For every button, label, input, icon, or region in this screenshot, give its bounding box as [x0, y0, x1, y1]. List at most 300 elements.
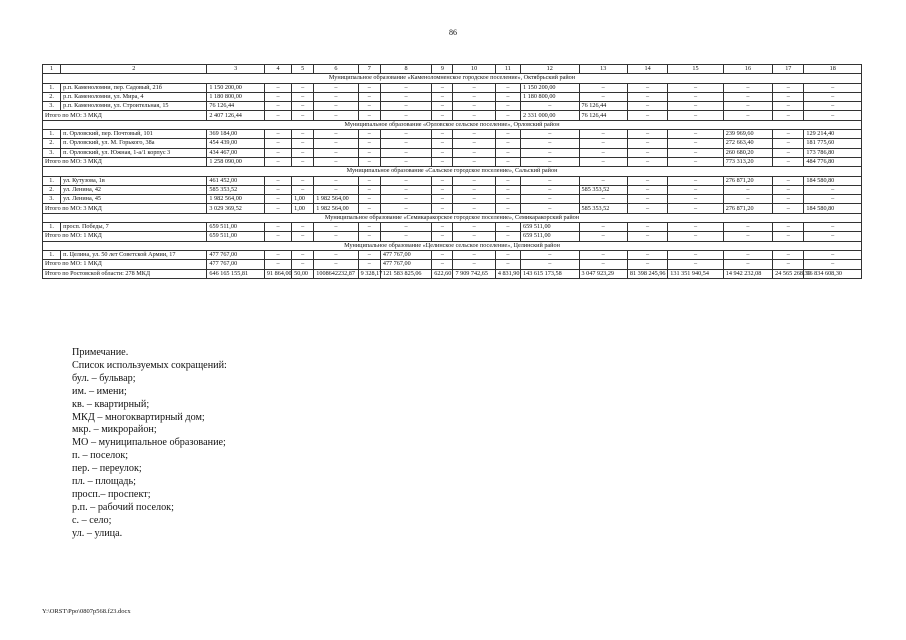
table-cell: – [453, 232, 495, 241]
table-cell: – [804, 260, 862, 269]
table-cell: – [495, 223, 520, 232]
table-cell: 646 165 155,81 [207, 269, 264, 278]
table-cell: Муниципальное образование «Семикаракорское городское поселение», Семикаракорский район [43, 213, 862, 222]
table-cell: – [668, 130, 723, 139]
note-line: р.п. – рабочий поселок; [72, 501, 174, 513]
table-cell: – [264, 102, 291, 111]
table-row [43, 139, 862, 148]
table-cell: п. Целина, ул. 50 лет Советской Армии, 17 [61, 250, 207, 259]
table-cell: 3 [207, 65, 264, 74]
note-line: мкр. – микрорайон; [72, 424, 157, 436]
table-cell: – [358, 83, 380, 92]
table-cell: – [668, 83, 723, 92]
table-cell: 8 [380, 65, 431, 74]
table-cell: 2. [43, 185, 61, 194]
table-cell: 659 511,00 [207, 232, 264, 241]
table-cell: – [668, 102, 723, 111]
note-line: пл. – площадь; [72, 476, 136, 488]
table-cell: – [579, 260, 627, 269]
table-cell: – [358, 102, 380, 111]
table-cell: – [495, 176, 520, 185]
table-cell: – [521, 130, 580, 139]
table-cell: – [264, 250, 291, 259]
table-cell: 7 [358, 65, 380, 74]
table-cell: 4 831,90 [495, 269, 520, 278]
table-cell: 76 126,44 [579, 102, 627, 111]
table-cell: – [358, 130, 380, 139]
table-cell: – [723, 185, 772, 194]
table-cell: – [773, 130, 804, 139]
table-cell: – [521, 157, 580, 166]
table-cell: – [773, 102, 804, 111]
table-cell: 18 [804, 65, 862, 74]
table-cell: – [264, 92, 291, 101]
table-cell: 2 [61, 65, 207, 74]
table-cell: – [453, 102, 495, 111]
table-cell: – [432, 204, 453, 213]
table-cell: 1 180 800,00 [207, 92, 264, 101]
table-cell: – [292, 130, 314, 139]
table-cell: – [804, 111, 862, 120]
table-cell: 12 [521, 65, 580, 74]
table-cell: – [773, 250, 804, 259]
table-cell: – [495, 250, 520, 259]
total-row [43, 260, 862, 269]
table-cell: – [314, 102, 358, 111]
table-cell: – [264, 83, 291, 92]
table-cell: п. Орловский, ул. М. Горького, 38а [61, 139, 207, 148]
table-cell: 5 [292, 65, 314, 74]
table-cell: 1 982 564,00 [207, 195, 264, 204]
table-cell: 239 969,60 [723, 130, 772, 139]
table-cell: – [380, 92, 431, 101]
table-cell: 16 834 608,30 [804, 269, 862, 278]
table-cell: 50,00 [292, 269, 314, 278]
table-cell: – [804, 83, 862, 92]
table-cell: – [579, 157, 627, 166]
note-line: с. – село; [72, 514, 112, 526]
table-cell: – [627, 223, 667, 232]
table-cell: – [314, 157, 358, 166]
table-cell: – [264, 195, 291, 204]
table-cell: – [668, 195, 723, 204]
table-cell: – [495, 232, 520, 241]
table-cell: – [292, 102, 314, 111]
table-cell: – [579, 223, 627, 232]
table-cell: – [668, 139, 723, 148]
table-cell: 4 [264, 65, 291, 74]
table-cell: – [627, 102, 667, 111]
table-cell: – [521, 204, 580, 213]
table-cell: Итого по МО: 1 МКД [43, 232, 207, 241]
table-cell: 260 680,20 [723, 148, 772, 157]
table-cell: – [668, 148, 723, 157]
table-cell: – [668, 157, 723, 166]
table-cell: – [521, 176, 580, 185]
table-cell: 477 767,00 [207, 260, 264, 269]
table-cell: – [773, 176, 804, 185]
table-cell: – [264, 130, 291, 139]
table-cell: 585 353,52 [579, 204, 627, 213]
table-cell: – [453, 148, 495, 157]
table-cell: – [380, 139, 431, 148]
table-cell: 129 214,40 [804, 130, 862, 139]
table-cell: Муниципальное образование «Орловское сельское поселение», Орловский район [43, 120, 862, 129]
table-row [43, 185, 862, 194]
table-row [43, 92, 862, 101]
table-cell: – [579, 92, 627, 101]
table-cell: – [668, 176, 723, 185]
table-cell: – [292, 92, 314, 101]
table-cell: – [432, 139, 453, 148]
table-cell: – [627, 148, 667, 157]
table-cell: 9 [432, 65, 453, 74]
table-cell: – [314, 130, 358, 139]
table-row [43, 102, 862, 111]
table-cell: – [314, 83, 358, 92]
table-cell: 16 [723, 65, 772, 74]
table-cell: – [579, 176, 627, 185]
table-cell: – [453, 130, 495, 139]
table-cell: 773 313,20 [723, 157, 772, 166]
table-cell: 76 126,44 [579, 111, 627, 120]
table-cell: – [773, 195, 804, 204]
table-cell: 276 871,20 [723, 176, 772, 185]
table-cell: 17 [773, 65, 804, 74]
table-header-row [43, 65, 862, 74]
table-cell: 1,00 [292, 204, 314, 213]
table-cell: – [358, 92, 380, 101]
table-cell: 81 398 245,96 [627, 269, 667, 278]
table-cell: 1,00 [292, 195, 314, 204]
table-cell: – [292, 157, 314, 166]
table-cell: – [495, 148, 520, 157]
table-cell: Итого по МО: 3 МКД [43, 111, 207, 120]
table-cell: 121 583 825,06 [380, 269, 431, 278]
note-line: п. – поселок; [72, 450, 129, 462]
table-cell: 184 580,80 [804, 176, 862, 185]
note-line: бул. – бульвар; [72, 372, 136, 384]
table-cell: – [668, 232, 723, 241]
table-cell: 14 942 232,08 [723, 269, 772, 278]
table-cell: – [380, 102, 431, 111]
table-cell: – [358, 148, 380, 157]
table-cell: – [627, 139, 667, 148]
table-cell: – [264, 185, 291, 194]
table-cell: 184 580,80 [804, 204, 862, 213]
table-cell: – [292, 250, 314, 259]
table-cell: – [627, 260, 667, 269]
table-cell: – [804, 92, 862, 101]
table-cell: – [453, 223, 495, 232]
section-header-row [43, 241, 862, 250]
table-cell: – [723, 223, 772, 232]
table-cell: – [358, 223, 380, 232]
table-cell: 1 180 800,00 [521, 92, 580, 101]
table-cell: 2. [43, 139, 61, 148]
table-cell: 1 982 564,00 [314, 204, 358, 213]
table-cell: – [627, 111, 667, 120]
table-cell: – [380, 130, 431, 139]
table-cell: – [627, 176, 667, 185]
table-cell: – [358, 176, 380, 185]
table-cell: – [579, 232, 627, 241]
table-cell: – [627, 92, 667, 101]
table-cell: – [723, 102, 772, 111]
total-row [43, 204, 862, 213]
table-cell: ул. Ленина, 42 [61, 185, 207, 194]
table-cell: – [432, 148, 453, 157]
table-cell: – [521, 250, 580, 259]
table-cell: – [773, 232, 804, 241]
table-cell: – [264, 260, 291, 269]
note-line: им. – имени; [72, 385, 127, 397]
table-cell: 1 258 090,00 [207, 157, 264, 166]
table-cell: – [723, 195, 772, 204]
table-cell: – [668, 92, 723, 101]
table-cell: – [495, 92, 520, 101]
table-cell: – [432, 176, 453, 185]
table-cell: 173 786,80 [804, 148, 862, 157]
table-cell: ул. Кутузова, 1в [61, 176, 207, 185]
table-cell: – [432, 102, 453, 111]
table-cell: – [627, 204, 667, 213]
table-cell: – [804, 102, 862, 111]
table-cell: – [264, 139, 291, 148]
table-cell: 6 [314, 65, 358, 74]
table-cell: – [292, 176, 314, 185]
table-cell: р.п. Каменоломни, пер. Садовый, 21б [61, 83, 207, 92]
note-line: просп.– проспект; [72, 488, 151, 500]
table-cell: – [627, 130, 667, 139]
table-cell: 585 353,52 [579, 185, 627, 194]
table-cell: – [495, 83, 520, 92]
table-cell: Итого по МО: 3 МКД [43, 204, 207, 213]
table-cell: – [314, 148, 358, 157]
table-cell: 1. [43, 250, 61, 259]
table-cell: – [579, 250, 627, 259]
table-cell: – [453, 111, 495, 120]
table-cell: 454 439,00 [207, 139, 264, 148]
table-cell: п. Орловский, ул. Южная, 1-а/1 корпус 3 [61, 148, 207, 157]
table-cell: 3. [43, 148, 61, 157]
table-cell: – [292, 232, 314, 241]
table-cell: – [380, 232, 431, 241]
table-cell: – [314, 223, 358, 232]
table-cell: – [314, 250, 358, 259]
table-cell: 1 150 200,00 [207, 83, 264, 92]
table-cell: – [773, 185, 804, 194]
table-cell: – [627, 83, 667, 92]
table-cell: 11 [495, 65, 520, 74]
table-cell: – [453, 204, 495, 213]
table-cell: п. Орловский, пер. Почтовый, 101 [61, 130, 207, 139]
table-cell: 585 353,52 [207, 185, 264, 194]
table-cell: Итого по Ростовской области: 278 МКД [43, 269, 207, 278]
table-cell: – [804, 250, 862, 259]
table-cell: – [264, 223, 291, 232]
table-cell: – [773, 83, 804, 92]
table-cell: – [314, 111, 358, 120]
table-cell: 2 331 000,00 [521, 111, 580, 120]
table-cell: 1. [43, 223, 61, 232]
note-line: МКД – многоквартирный дом; [72, 411, 205, 423]
table-cell: – [314, 260, 358, 269]
table-cell: 477 767,00 [207, 250, 264, 259]
table-cell: Итого по МО: 3 МКД [43, 157, 207, 166]
table-cell: 9 328,17 [358, 269, 380, 278]
page-number: 86 [449, 28, 457, 37]
table-cell: – [668, 223, 723, 232]
table-cell: – [579, 195, 627, 204]
table-row [43, 83, 862, 92]
table-cell: – [264, 148, 291, 157]
table-cell: – [264, 157, 291, 166]
table-cell: – [453, 83, 495, 92]
table-cell: – [432, 250, 453, 259]
table-cell: – [521, 260, 580, 269]
table-cell: – [804, 223, 862, 232]
table-cell: – [314, 185, 358, 194]
table-cell: – [495, 195, 520, 204]
table-cell: – [521, 139, 580, 148]
table-cell: – [432, 111, 453, 120]
table-cell: 1 982 564,00 [314, 195, 358, 204]
table-cell: – [773, 204, 804, 213]
table-cell: – [579, 83, 627, 92]
section-header-row [43, 213, 862, 222]
table-cell: – [453, 139, 495, 148]
table-cell: Муниципальное образование «Сальское городское поселение», Сальский район [43, 167, 862, 176]
table-cell: 1. [43, 176, 61, 185]
table-cell: – [380, 176, 431, 185]
table-cell: 1008642232,87 [314, 269, 358, 278]
table-cell: 76 126,44 [207, 102, 264, 111]
table-cell: 2. [43, 92, 61, 101]
file-path-footer: Y:\ORST\Ppo\0807p568.f23.docx [42, 608, 131, 615]
table-cell: Муниципальное образование «Каменоломненское городское поселение», Октябрьский район [43, 74, 862, 83]
table-cell: – [358, 204, 380, 213]
table-cell: 10 [453, 65, 495, 74]
table-cell: – [804, 232, 862, 241]
table-cell: р.п. Каменоломни, ул. Строительная, 15 [61, 102, 207, 111]
table-cell: – [453, 176, 495, 185]
table-cell: 14 [627, 65, 667, 74]
table-cell: – [723, 250, 772, 259]
table-cell: – [453, 157, 495, 166]
table-cell: – [314, 176, 358, 185]
table-cell: 434 467,00 [207, 148, 264, 157]
table-cell: – [723, 83, 772, 92]
table-cell: 7 909 742,65 [453, 269, 495, 278]
table-cell: 272 663,40 [723, 139, 772, 148]
total-row [43, 232, 862, 241]
table-cell: – [521, 185, 580, 194]
table-cell: – [668, 250, 723, 259]
table-cell: – [773, 139, 804, 148]
section-header-row [43, 167, 862, 176]
table-cell: – [773, 111, 804, 120]
table-cell: – [380, 157, 431, 166]
table-cell: – [380, 148, 431, 157]
table-cell: 1. [43, 130, 61, 139]
table-cell: – [358, 157, 380, 166]
table-cell: 461 452,00 [207, 176, 264, 185]
table-cell: – [292, 111, 314, 120]
table-cell: – [432, 232, 453, 241]
table-cell: – [521, 195, 580, 204]
table-cell: – [668, 185, 723, 194]
table-cell: 484 776,80 [804, 157, 862, 166]
table-cell: – [579, 130, 627, 139]
table-cell: – [432, 92, 453, 101]
table-cell: Итого по МО: 1 МКД [43, 260, 207, 269]
table-cell: – [773, 260, 804, 269]
table-cell: – [358, 260, 380, 269]
table-cell: 131 351 940,54 [668, 269, 723, 278]
table-cell: 1. [43, 83, 61, 92]
table-cell: – [314, 232, 358, 241]
table-cell: р.п. Каменоломни, ул. Мира, 4 [61, 92, 207, 101]
total-row [43, 269, 862, 278]
table-cell: – [432, 223, 453, 232]
table-cell: – [358, 139, 380, 148]
table-cell: 143 615 173,58 [521, 269, 580, 278]
table-cell: – [292, 83, 314, 92]
table-cell: – [264, 232, 291, 241]
table-cell: 13 [579, 65, 627, 74]
table-cell: – [627, 157, 667, 166]
table-cell: – [358, 232, 380, 241]
table-cell: – [495, 204, 520, 213]
table-cell: 15 [668, 65, 723, 74]
table-cell: – [358, 250, 380, 259]
table-cell: – [380, 185, 431, 194]
table-cell: – [453, 250, 495, 259]
table-cell: 659 511,00 [207, 223, 264, 232]
table-cell: 1 [43, 65, 61, 74]
table-cell: 659 511,00 [521, 223, 580, 232]
note-line: Список используемых сокращений: [72, 359, 227, 371]
table-cell: 3 047 923,29 [579, 269, 627, 278]
table-cell: просп. Победы, 7 [61, 223, 207, 232]
note-line: МО – муниципальное образование; [72, 437, 226, 449]
total-row [43, 111, 862, 120]
table-cell: – [292, 260, 314, 269]
section-header-row [43, 74, 862, 83]
table-cell: – [627, 185, 667, 194]
table-row [43, 223, 862, 232]
table-cell: Муниципальное образование «Целинское сельское поселение», Целинский район [43, 241, 862, 250]
table-row [43, 195, 862, 204]
table-cell: – [380, 111, 431, 120]
table-cell: – [358, 185, 380, 194]
table-cell: ул. Ленина, 45 [61, 195, 207, 204]
table-cell: – [292, 139, 314, 148]
table-row [43, 148, 862, 157]
table-cell: – [495, 139, 520, 148]
table-cell: – [495, 130, 520, 139]
table-cell: 477 767,00 [380, 250, 431, 259]
table-cell: – [314, 92, 358, 101]
table-cell: – [723, 111, 772, 120]
table-cell: – [432, 260, 453, 269]
table-cell: – [495, 102, 520, 111]
table-cell: – [773, 223, 804, 232]
table-cell: – [579, 139, 627, 148]
note-line: кв. – квартирный; [72, 398, 150, 410]
table-cell: – [668, 204, 723, 213]
